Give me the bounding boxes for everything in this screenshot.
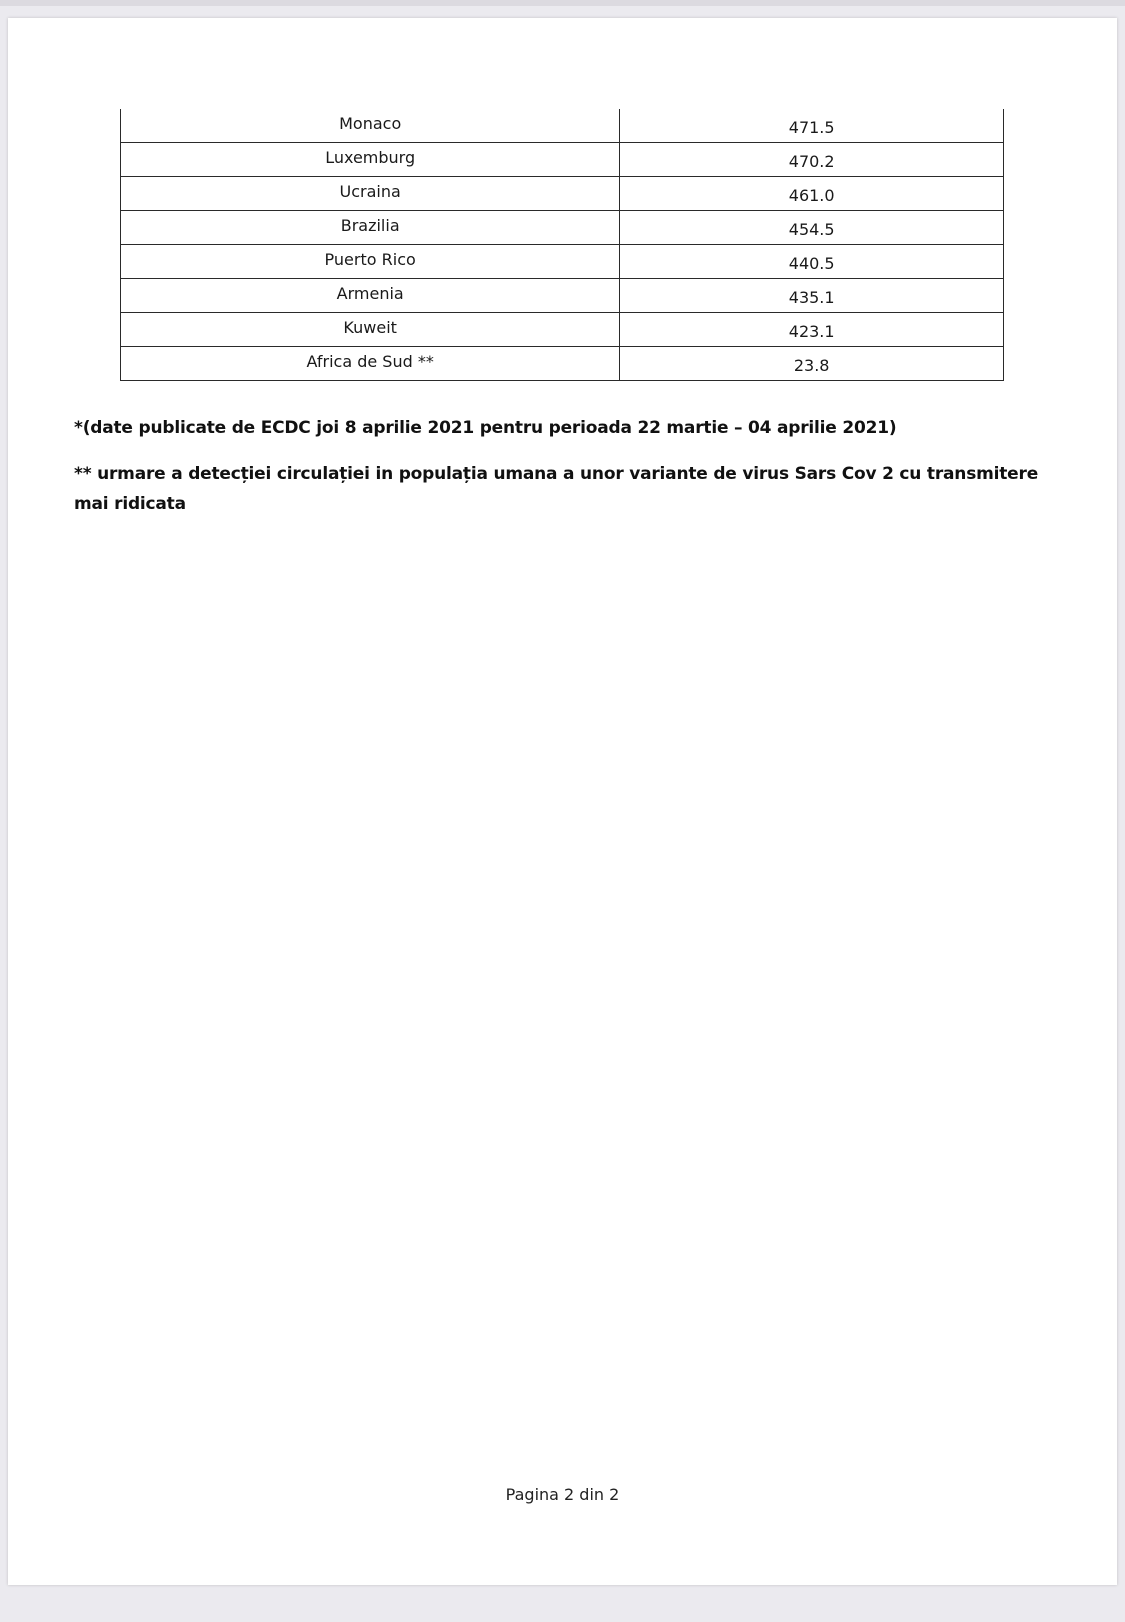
table-row [121,313,1004,347]
table-row [121,279,1004,313]
country-cell: Armenia [121,279,620,313]
value-cell: 454.5 [620,211,1004,245]
value-cell: 423.1 [620,313,1004,347]
country-cell: Monaco [121,109,620,143]
value-cell: 435.1 [620,279,1004,313]
footnotes [74,413,1054,535]
country-cell: Africa de Sud ** [121,347,620,381]
footnote-variants: ** urmare a detecției circulației in populația umana a unor variante de virus Sars Cov 2 cu transmitere mai ridicata [74,464,1039,514]
country-cell: Luxemburg [121,143,620,177]
value-cell: 461.0 [620,177,1004,211]
country-cell: Brazilia [121,211,620,245]
value-cell: 470.2 [620,143,1004,177]
table-row [121,177,1004,211]
footnote-source: *(date publicate de ECDC joi 8 aprilie 2021 pentru perioada 22 martie – 04 aprilie 2021) [74,418,897,438]
value-cell: 471.5 [620,109,1004,143]
document-page [8,18,1117,1585]
country-incidence-table [120,109,1004,381]
table-row [121,211,1004,245]
value-cell: 23.8 [620,347,1004,381]
table-row [121,347,1004,381]
viewer-top-edge [0,0,1125,6]
country-cell: Ucraina [121,177,620,211]
table-row [121,143,1004,177]
value-cell: 440.5 [620,245,1004,279]
country-cell: Puerto Rico [121,245,620,279]
country-cell: Kuweit [121,313,620,347]
table-row [121,245,1004,279]
table-row [121,109,1004,143]
page-number: Pagina 2 din 2 [505,1485,620,1504]
